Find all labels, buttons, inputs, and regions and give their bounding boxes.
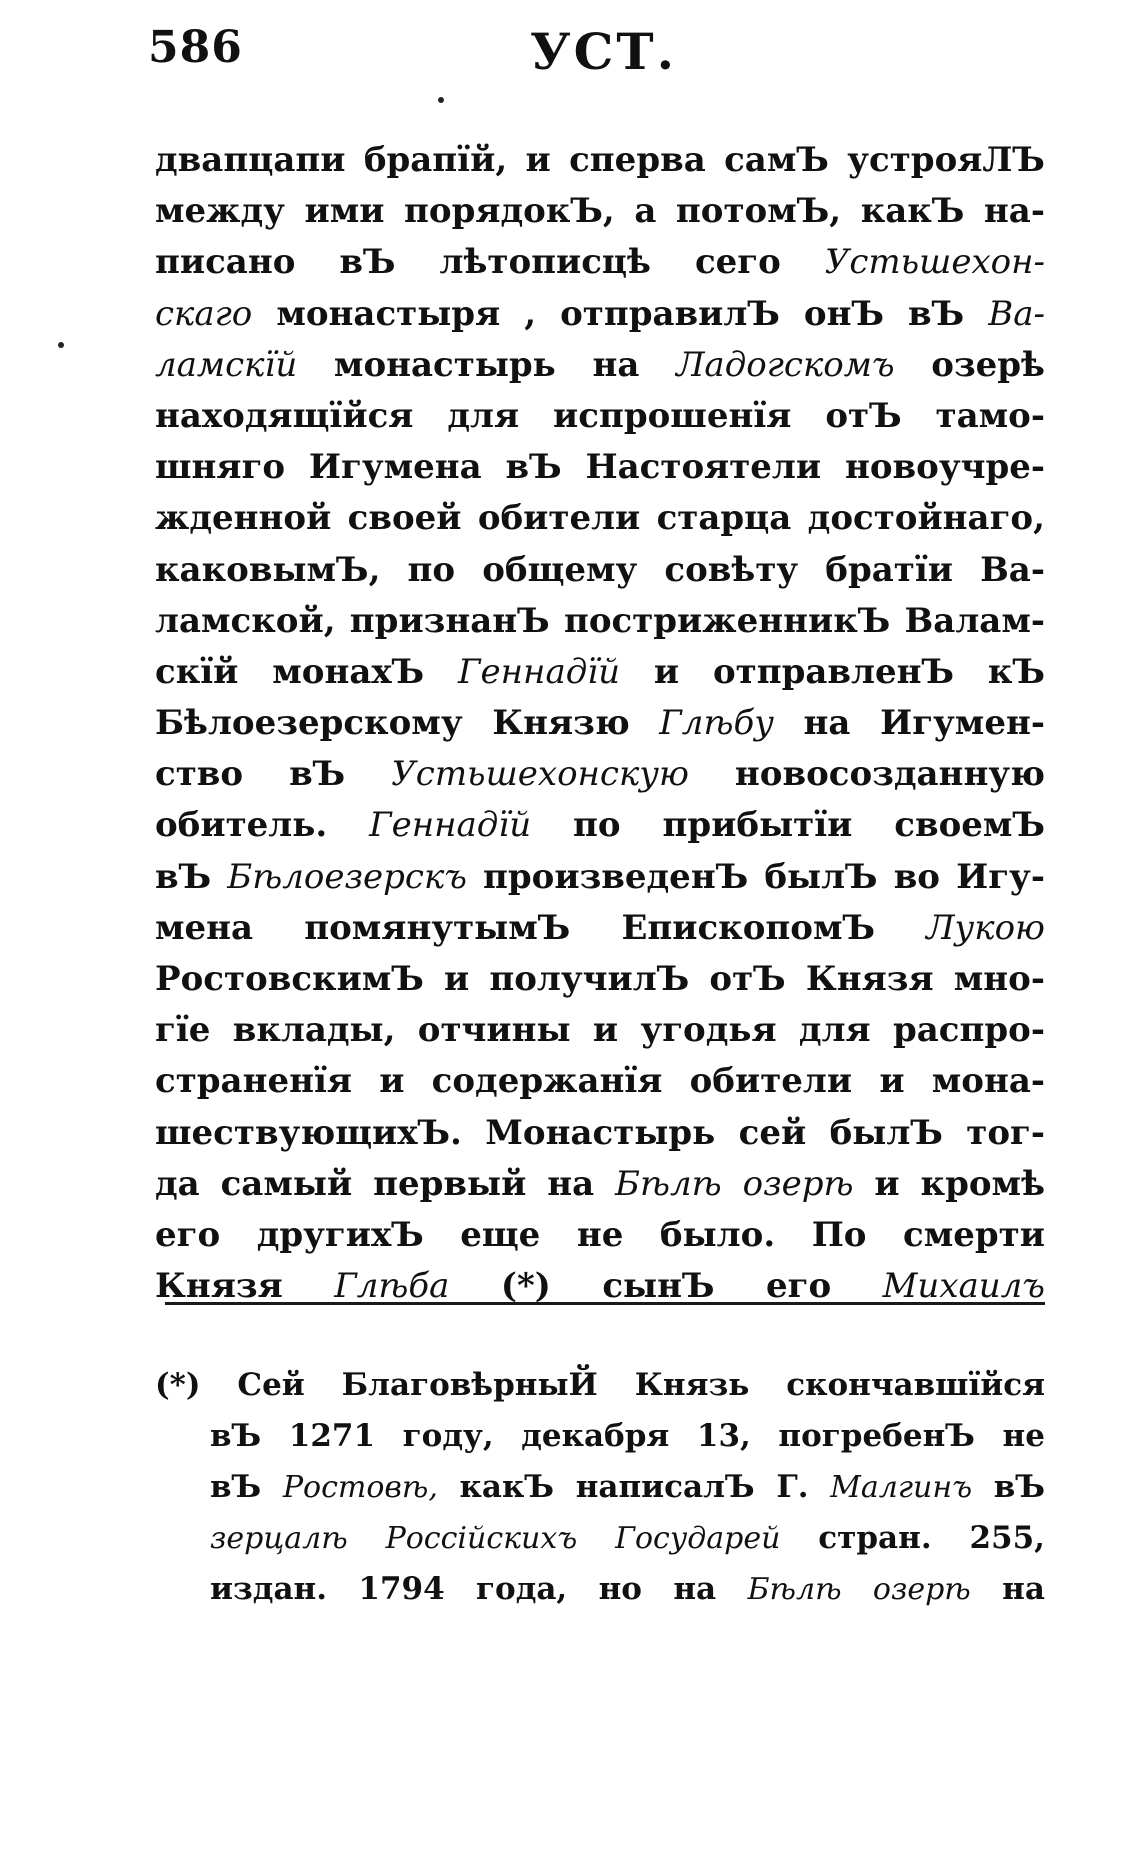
word: Ладогскомъ <box>676 344 895 385</box>
word: (*) <box>155 1367 201 1403</box>
word: зерцалѣ <box>210 1521 348 1556</box>
word: мена <box>155 907 254 948</box>
text-line <box>155 237 1045 288</box>
word: Бѣлѣ <box>747 1572 842 1607</box>
word: новосозданную <box>734 754 1045 795</box>
text-line <box>155 545 1045 596</box>
word: вЪ <box>993 1469 1045 1505</box>
word: Государей <box>615 1521 781 1556</box>
word: вЪ <box>289 754 346 795</box>
text-line <box>155 903 1045 954</box>
word: кромѣ <box>920 1163 1045 1204</box>
ink-speck <box>58 342 64 348</box>
text-line <box>155 852 1045 903</box>
word: устрояЛЪ <box>847 140 1045 180</box>
word: на- <box>983 191 1045 232</box>
word: Геннадїй <box>369 805 532 846</box>
page-number: 586 <box>148 22 243 73</box>
word: сынЪ <box>602 1266 715 1307</box>
word: на <box>803 703 851 744</box>
word: вклады, <box>232 1010 396 1051</box>
word: во <box>893 856 940 897</box>
word: отправилЪ <box>560 293 780 334</box>
word: отправленЪ <box>712 651 955 692</box>
word: порядокЪ, <box>404 191 615 232</box>
footnote-line <box>210 1462 1045 1513</box>
word: шняго <box>155 447 286 488</box>
word: вЪ <box>339 242 396 283</box>
word: какЪ <box>459 1469 555 1505</box>
word: и <box>444 959 470 999</box>
word: озерѣ <box>931 344 1045 385</box>
word: Лукою <box>926 907 1045 948</box>
word: и <box>592 1010 619 1051</box>
footnote-line <box>210 1411 1045 1462</box>
word: произведенЪ <box>483 856 749 897</box>
text-line <box>155 186 1045 237</box>
word: потомЪ, <box>675 191 842 232</box>
word: Князя <box>155 1266 283 1307</box>
word: декабря <box>521 1418 670 1454</box>
word: тог- <box>966 1112 1045 1153</box>
word: Игумен- <box>880 703 1045 744</box>
word: озерѣ <box>872 1572 971 1607</box>
footnote-line <box>210 1513 1045 1564</box>
word: написалЪ <box>575 1469 755 1505</box>
word: 1794 <box>358 1571 445 1607</box>
text-line <box>155 1159 1045 1210</box>
word: Настоятели <box>585 447 822 488</box>
word: мно- <box>953 959 1045 999</box>
word: скїй <box>155 651 239 692</box>
word: своей <box>347 498 462 539</box>
word: каковымЪ, <box>155 549 381 590</box>
word: былЪ <box>764 856 878 897</box>
word: старца <box>656 498 792 539</box>
footnote-line <box>210 1564 1045 1615</box>
word: признанЪ <box>349 600 550 641</box>
ink-speck <box>438 97 444 103</box>
word: отЪ <box>709 959 786 999</box>
word: и <box>525 140 551 180</box>
word: получилЪ <box>489 959 690 999</box>
text-line <box>155 340 1045 391</box>
word: году, <box>402 1418 494 1454</box>
text-line <box>155 1056 1045 1107</box>
word: вЪ <box>505 447 562 488</box>
word: самЪ <box>724 140 829 180</box>
text-line <box>155 800 1045 851</box>
word: погребенЪ <box>778 1418 975 1454</box>
word: мона- <box>931 1061 1045 1102</box>
word: постриженникЪ <box>563 600 891 641</box>
word: да <box>155 1163 200 1204</box>
word: шествующихЪ. <box>155 1112 462 1153</box>
word: Князя <box>805 959 934 999</box>
word: смерти <box>903 1214 1045 1255</box>
word: Игу- <box>956 856 1045 897</box>
word: 1271 <box>288 1418 376 1454</box>
word: на <box>1002 1571 1045 1607</box>
word: вЪ <box>155 856 212 897</box>
word: помянутымЪ <box>304 907 571 948</box>
text-line <box>155 289 1045 340</box>
word: 13, <box>696 1418 751 1454</box>
word: достойнаго, <box>807 498 1045 539</box>
word: стран. <box>818 1520 932 1556</box>
word: было. <box>659 1214 776 1255</box>
word: распро- <box>892 1010 1045 1051</box>
text-line <box>155 698 1045 749</box>
word: своемЪ <box>894 805 1045 846</box>
word: Сей <box>237 1367 305 1403</box>
word: угодья <box>640 1010 777 1051</box>
text-line <box>155 493 1045 544</box>
word: Михаилъ <box>882 1266 1045 1307</box>
word: ими <box>304 191 385 232</box>
word: для <box>447 395 520 436</box>
word: сего <box>694 242 781 283</box>
word: первый <box>373 1163 527 1204</box>
word: страненїя <box>155 1061 353 1102</box>
word: ство <box>155 754 244 795</box>
text-line <box>155 1005 1045 1056</box>
word: совѣту <box>664 549 799 590</box>
word: вЪ <box>908 293 965 334</box>
word: отЪ <box>825 395 902 436</box>
word: Бѣлѣ <box>615 1163 722 1204</box>
text-line <box>155 596 1045 647</box>
word: года, <box>476 1571 568 1607</box>
word: скаго <box>155 293 253 334</box>
text-line <box>155 1210 1045 1261</box>
word: обители <box>477 498 641 539</box>
word: издан. <box>210 1571 328 1607</box>
text-line <box>155 647 1045 698</box>
word: монастырь <box>333 344 556 385</box>
word: Г. <box>776 1469 809 1505</box>
word: Глѣбу <box>659 703 774 744</box>
word: гїе <box>155 1010 211 1051</box>
word: и <box>874 1163 900 1204</box>
word: Ростовѣ, <box>282 1470 438 1505</box>
footnote-divider <box>165 1302 1045 1305</box>
word: по <box>573 805 621 846</box>
word: обители <box>689 1061 853 1102</box>
word: новоучре- <box>844 447 1045 488</box>
word: и <box>379 1061 405 1102</box>
word: ламскїй <box>155 344 298 385</box>
word: кЪ <box>987 651 1045 692</box>
word: но <box>598 1571 642 1607</box>
word: Игумена <box>308 447 482 488</box>
word: не <box>576 1214 624 1255</box>
word: Бѣлоезерскому <box>155 703 463 744</box>
word: обитель. <box>155 805 328 846</box>
word: и <box>879 1061 905 1102</box>
word: Малгинъ <box>830 1470 973 1505</box>
word: испрошенїя <box>553 395 792 436</box>
main-text-block <box>155 135 1045 1312</box>
word: Князь <box>634 1367 750 1403</box>
word: Россійскихъ <box>385 1521 578 1556</box>
word: какЪ <box>860 191 965 232</box>
word: на <box>547 1163 595 1204</box>
word: (*) <box>500 1266 551 1307</box>
text-line <box>155 749 1045 800</box>
word: Валам- <box>904 600 1045 641</box>
word: скончавшїйся <box>786 1367 1045 1403</box>
word: Монастырь <box>485 1112 716 1153</box>
word: еще <box>460 1214 541 1255</box>
word: между <box>155 191 285 232</box>
word: монахЪ <box>272 651 425 692</box>
word: жденной <box>155 498 332 539</box>
text-line <box>155 391 1045 442</box>
word: ламской, <box>155 600 336 641</box>
word: брапїй, <box>363 140 508 180</box>
word: Устьшехон- <box>824 242 1045 283</box>
word: на <box>673 1571 717 1607</box>
word: , <box>524 293 537 334</box>
word: По <box>811 1214 867 1255</box>
word: на <box>592 344 640 385</box>
word: писано <box>155 242 296 283</box>
word: БлаговѣрныЙ <box>341 1367 598 1403</box>
word: прибытїи <box>662 805 853 846</box>
word: сей <box>738 1112 807 1153</box>
word: тамо- <box>935 395 1045 436</box>
word: а <box>634 191 657 232</box>
word: отчины <box>417 1010 571 1051</box>
word: вЪ <box>210 1469 262 1505</box>
word: содержанїя <box>431 1061 663 1102</box>
word: его <box>155 1214 221 1255</box>
word: Глѣба <box>334 1266 450 1307</box>
text-line <box>155 442 1045 493</box>
word: Бѣлоезерскъ <box>227 856 467 897</box>
word: общему <box>482 549 638 590</box>
word: Ва- <box>988 293 1045 334</box>
text-line <box>155 954 1045 1005</box>
word: другихЪ <box>256 1214 424 1255</box>
word: монастыря <box>276 293 501 334</box>
word: двапцапи <box>155 140 346 180</box>
word: ЕпископомЪ <box>621 907 876 948</box>
word: для <box>798 1010 871 1051</box>
footnote-block <box>155 1360 1045 1615</box>
running-head: УСТ. <box>530 22 677 81</box>
word: самый <box>220 1163 353 1204</box>
word: вЪ <box>210 1418 262 1454</box>
word: и <box>653 651 680 692</box>
word: Ва- <box>980 549 1045 590</box>
word: РостовскимЪ <box>155 959 424 999</box>
word: онЪ <box>803 293 884 334</box>
word: лѣтописцѣ <box>439 242 651 283</box>
word: 255, <box>969 1520 1045 1556</box>
word: братїи <box>825 549 953 590</box>
word: Устьшехонскую <box>391 754 689 795</box>
word: былЪ <box>829 1112 943 1153</box>
word: Князю <box>492 703 630 744</box>
word: его <box>765 1266 832 1307</box>
word: находящїйся <box>155 395 414 436</box>
text-line <box>155 135 1045 186</box>
word: сперва <box>569 140 706 180</box>
word: озерѣ <box>742 1163 854 1204</box>
word: Геннадїй <box>458 651 621 692</box>
text-line <box>155 1108 1045 1159</box>
word: по <box>407 549 456 590</box>
word: не <box>1002 1418 1045 1454</box>
footnote-line <box>155 1360 1045 1411</box>
